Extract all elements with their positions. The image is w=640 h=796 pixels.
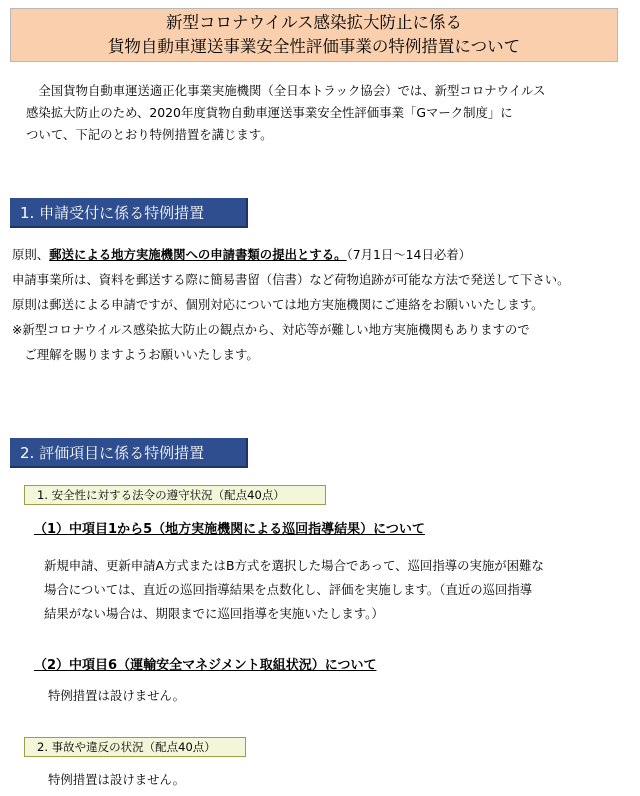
section-1-line-1-suffix: （7月1日～14日必着） — [346, 247, 472, 262]
item-2-line-1: 特例措置は設けません。 — [48, 688, 186, 703]
section-1-line-3: 原則は郵送による申請ですが、個別対応については地方実施機関にご連絡をお願いいたします。 — [12, 297, 544, 312]
section-1-body — [12, 242, 632, 367]
section-1-line-5: ご理解を賜りますようお願いいたします。 — [12, 347, 259, 362]
item-2-heading: （2）中項目6（運輸安全マネジメント取組状況）について — [34, 658, 377, 673]
item-1-paragraph — [44, 554, 544, 626]
item-2-paragraph — [48, 684, 185, 708]
section-1-line-4: ※新型コロナウイルス感染拡大防止の観点から、対応等が難しい地方実施機関もありますので — [12, 322, 530, 337]
intro-line-2: 感染拡大防止のため、2020年度貨物自動車運送事業安全性評価事業「Gマーク制度」に — [26, 105, 513, 120]
section-1-line-1-prefix: 原則、 — [12, 247, 50, 262]
page-title — [10, 8, 618, 62]
section-1-line-1 — [12, 242, 632, 267]
intro-paragraph — [26, 80, 626, 146]
section-1-line-2: 申請事業所は、資料を郵送する際に簡易書留（信書）など荷物追跡が可能な方法で発送して下さい。 — [12, 272, 570, 287]
intro-line-1: 全国貨物自動車運送適正化事業実施機関（全日本トラック協会）では、新型コロナウイルス — [26, 83, 546, 98]
section-1-line-1-emphasis: 郵送による地方実施機関への申請書類の提出とする。 — [49, 247, 347, 262]
subsection-2-label: 2. 事故や違反の状況（配点40点） — [24, 737, 246, 757]
subsection-1-label: 1. 安全性に対する法令の遵守状況（配点40点） — [24, 485, 326, 505]
item-1-line-1: 新規申請、更新申請A方式またはB方式を選択した場合であって、巡回指導の実施が困難な — [44, 558, 544, 573]
subsection-2-line-1: 特例措置は設けません。 — [48, 772, 186, 787]
subsection-2-paragraph — [48, 768, 185, 792]
section-2-header: 2. 評価項目に係る特例措置 — [10, 438, 248, 468]
item-1-heading: （1）中項目1から5（地方実施機関による巡回指導結果）について — [34, 522, 425, 537]
section-1-header: 1. 申請受付に係る特例措置 — [10, 198, 248, 228]
item-1-line-3: 結果がない場合は、期限までに巡回指導を実施いたします。） — [44, 606, 384, 621]
title-line-1: 新型コロナウイルス感染拡大防止に係る — [165, 13, 462, 32]
intro-line-3: ついて、下記のとおり特例措置を講じます。 — [26, 127, 273, 142]
item-1-line-2: 場合については、直近の巡回指導結果を点数化し、評価を実施します。（直近の巡回指導 — [44, 582, 533, 597]
title-line-2: 貨物自動車運送事業安全性評価事業の特例措置について — [107, 37, 521, 56]
